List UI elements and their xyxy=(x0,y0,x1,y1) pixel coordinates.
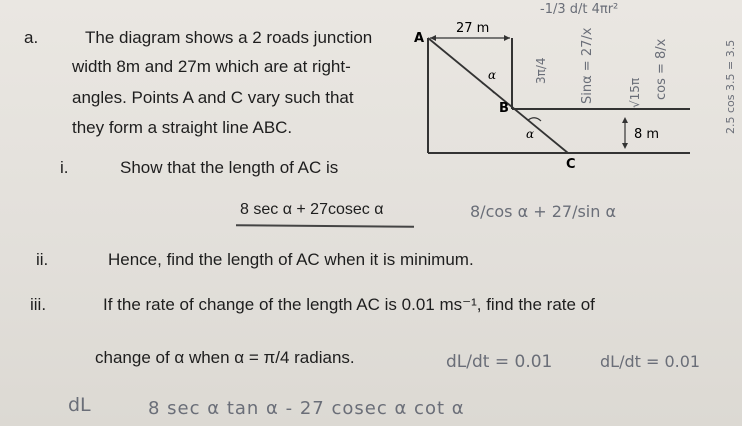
arrow-right-icon xyxy=(504,35,510,41)
part-i-expression: 8 sec α + 27cosec α xyxy=(240,201,384,218)
question-label: a. xyxy=(24,28,39,47)
arrow-down-icon xyxy=(622,143,628,149)
intro-line-3: angles. Points A and C vary such that xyxy=(72,88,354,107)
point-b-label: B xyxy=(499,101,509,116)
line-abc xyxy=(428,38,568,153)
point-a-label: A xyxy=(414,31,425,46)
angle-arc-lower xyxy=(528,118,541,121)
handwriting-right-edge: 2.5 cos 3.5 = 3.5 xyxy=(724,39,737,134)
part-iii-text-line1: If the rate of change of the length AC is 0.01 ms⁻¹, find the rate of xyxy=(103,295,595,314)
part-iii-label: iii. xyxy=(30,295,47,314)
part-i-label: i. xyxy=(60,158,69,177)
part-iii-text-line2: change of α when α = π/4 radians. xyxy=(95,348,355,367)
handwriting-top-right: -1/3 d/t 4πr² xyxy=(540,2,619,17)
angle-upper-label: α xyxy=(488,68,497,82)
width-side-label: 8 m xyxy=(634,127,660,142)
part-ii-text: Hence, find the length of AC when it is minimum. xyxy=(108,250,474,269)
handwriting-right-col-1: 3π/4 xyxy=(534,57,548,84)
angle-lower-label: α xyxy=(526,127,535,141)
handwriting-after-expression: 8/cos α + 27/sin α xyxy=(470,202,617,221)
intro-line-4: they form a straight line ABC. xyxy=(72,118,293,137)
part-ii-label: ii. xyxy=(36,250,49,269)
point-c-label: C xyxy=(566,157,576,172)
handwriting-bottom-line: 8 sec α tan α - 27 cosec α cot α xyxy=(148,398,465,419)
part-i-text: Show that the length of AC is xyxy=(120,158,339,177)
handwriting-dl-dt-right: dL/dt = 0.01 xyxy=(600,352,701,371)
handwriting-dl-dt: dL/dt = 0.01 xyxy=(446,352,553,372)
arrow-up-icon xyxy=(622,117,628,123)
handwriting-right-col-4: √15π xyxy=(628,77,642,108)
handwriting-bottom-left: dL xyxy=(68,394,91,416)
intro-line-1: The diagram shows a 2 roads junction xyxy=(85,28,373,47)
handwriting-right-col-2: Sinα = 27/x xyxy=(580,27,595,104)
intro-line-2: width 8m and 27m which are at right- xyxy=(72,57,351,76)
width-top-label: 27 m xyxy=(456,21,490,36)
handwriting-right-col-3: cos = 8/x xyxy=(654,38,669,100)
